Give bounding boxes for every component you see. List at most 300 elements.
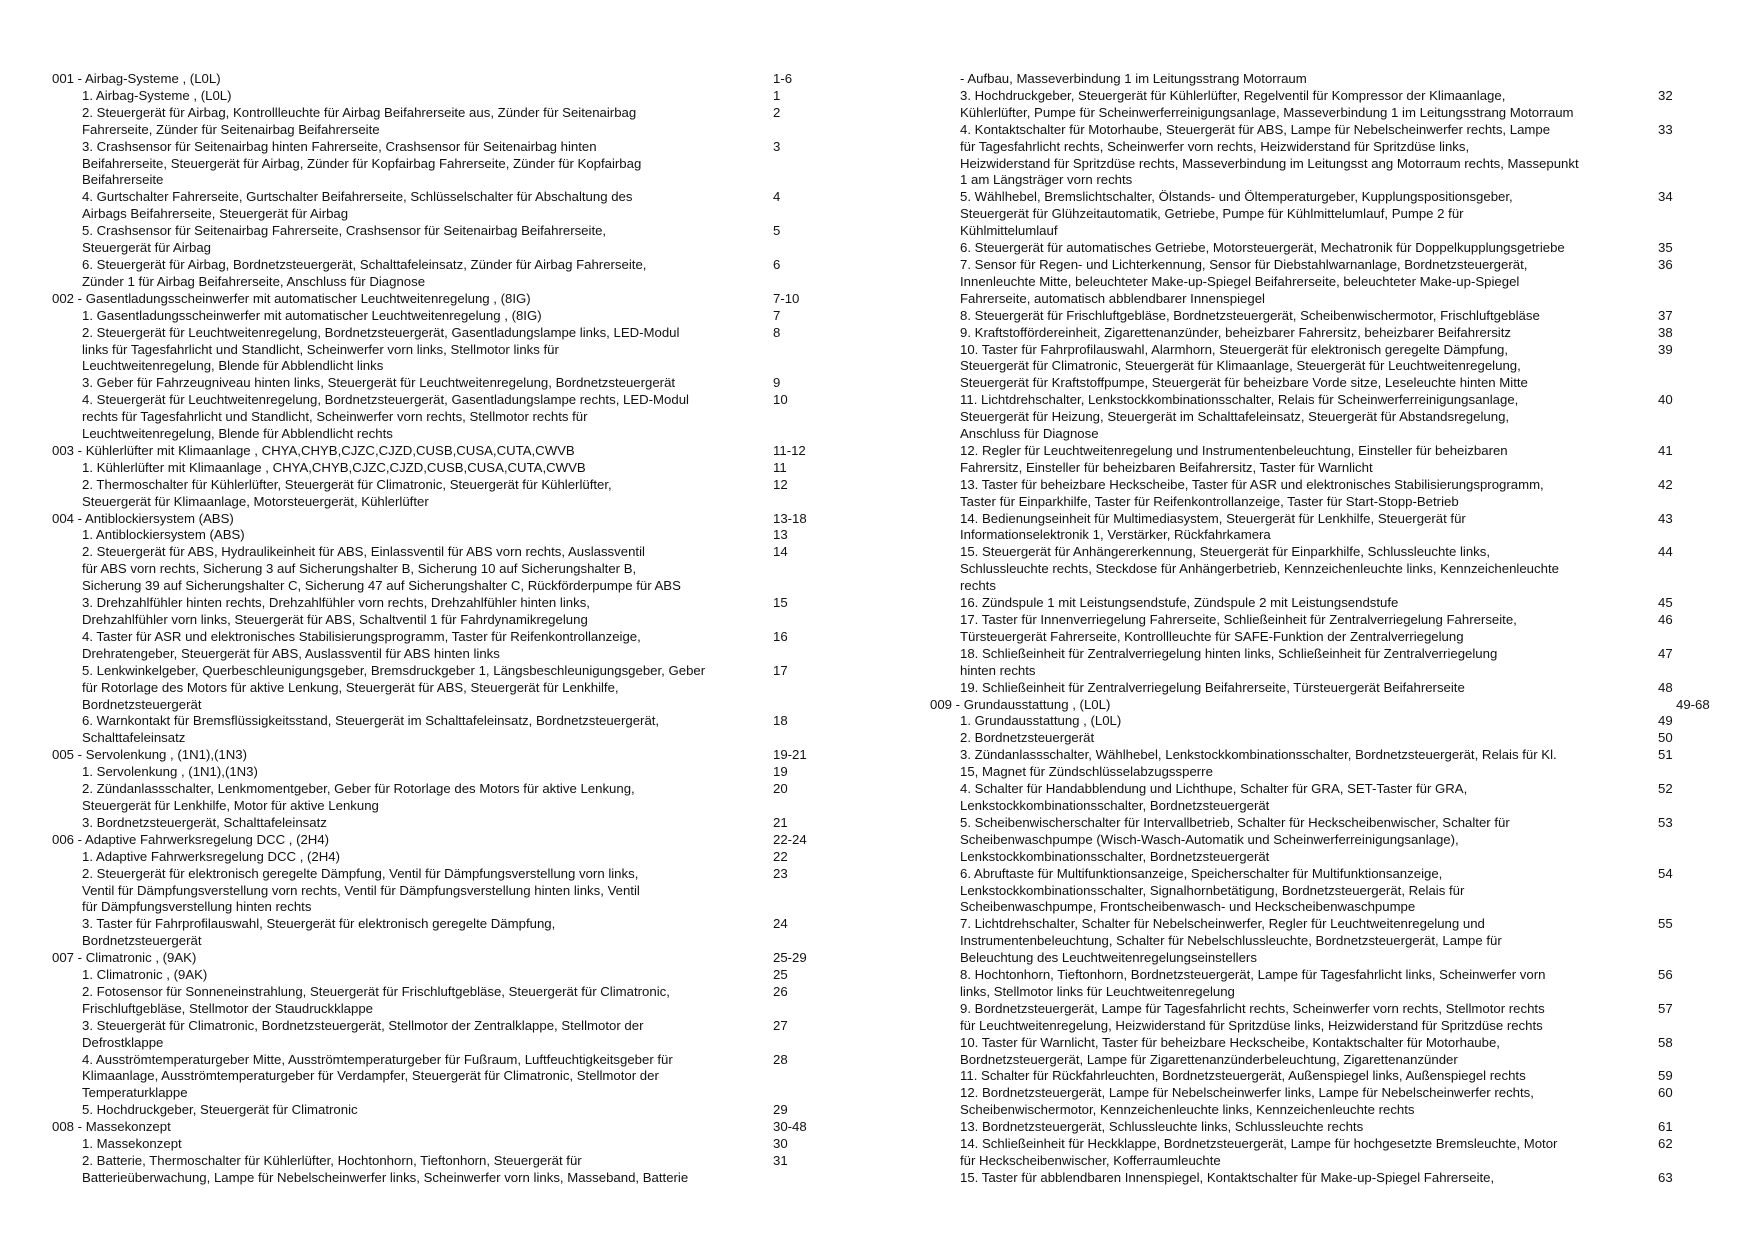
- toc-entry: [52, 849, 812, 866]
- toc-entry-line: 2. Zündanlassschalter, Lenkmomentgeber, Geber für Rotorlage des Motors für aktive Lenkung,: [82, 781, 635, 797]
- toc-page-number: 55: [1658, 916, 1673, 932]
- toc-page-number: 38: [1658, 324, 1673, 340]
- toc-section-heading: [52, 950, 812, 967]
- toc-entry-line: Steuergerät für Climatronic, Steuergerät für Klimaanlage, Steuergerät für Leuchtweitenregelung,: [960, 358, 1521, 374]
- toc-entry-text: [930, 595, 1690, 612]
- toc-page-number: 33: [1658, 121, 1673, 137]
- toc-entry-text: [52, 1153, 812, 1187]
- toc-entry-line: Steuergerät für Glühzeitautomatik, Getriebe, Pumpe für Kühlmittelumlauf, Pumpe 2 für: [960, 206, 1464, 222]
- toc-entry-line: Beifahrerseite, Steuergerät für Airbag, Zünder für Kopfairbag Fahrerseite, Zünder für Kopfairbag: [82, 155, 642, 171]
- toc-entry-line: 9. Bordnetzsteuergerät, Lampe für Tagesfahrlicht rechts, Scheinwerfer vorn rechts, Stellmotor rechts: [960, 1000, 1545, 1016]
- toc-entry-line: Scheibenwaschpumpe (Wisch-Wasch-Automatik und Scheinwerferreinigungsanlage),: [960, 831, 1459, 847]
- toc-entry-line: 4. Taster für ASR und elektronisches Stabilisierungsprogramm, Taster für Reifenkontrollanzeige,: [82, 628, 641, 644]
- toc-section-heading: [52, 747, 812, 764]
- toc-entry-text: [930, 1170, 1690, 1187]
- toc-entry-line: 008 - Massekonzept: [52, 1119, 171, 1135]
- toc-entry-line: Zünder 1 für Airbag Beifahrerseite, Anschluss für Diagnose: [82, 273, 426, 289]
- toc-entry: [52, 1052, 812, 1103]
- toc-page-number: 46: [1658, 612, 1673, 627]
- toc-entry: [52, 544, 812, 595]
- toc-page-number: 23: [773, 865, 788, 881]
- toc-page-number: 26: [773, 983, 788, 999]
- toc-entry-line: rechts: [960, 578, 996, 594]
- toc-entry-line: Lenkstockkombinationsschalter, Signalhornbetätigung, Bordnetzsteuergerät, Relais für: [960, 882, 1465, 898]
- toc-entry-text: [52, 916, 812, 950]
- toc-entry-line: Defrostklappe: [82, 1034, 164, 1050]
- toc-entry-line: 11. Schalter für Rückfahrleuchten, Bordnetzsteuergerät, Außenspiegel links, Außenspiegel rechts: [960, 1068, 1526, 1084]
- toc-entry-text: [52, 291, 812, 308]
- toc-entry-line: 1. Kühlerlüfter mit Klimaanlage , CHYA,CHYB,CJZC,CJZD,CUSB,CUSA,CUTA,CWVB: [82, 459, 586, 475]
- toc-entry-line: 17. Taster für Innenverriegelung Fahrerseite, Schließeinheit für Zentralverriegelung Fahrerseite,: [960, 612, 1517, 627]
- toc-entry-line: 12. Regler für Leuchtweitenregelung und Instrumentenbeleuchtung, Einsteller für beheizbaren: [960, 442, 1508, 458]
- toc-entry-text: [52, 511, 812, 528]
- toc-entry-text: [52, 223, 812, 257]
- toc-page-number: 29: [773, 1102, 788, 1118]
- toc-entry: [52, 713, 812, 747]
- toc-section-heading: [52, 71, 812, 88]
- toc-entry-line: Bordnetzsteuergerät, Lampe für Zigarettenanzünderbeleuchtung, Zigarettenanzünder: [960, 1051, 1458, 1067]
- toc-entry-text: [52, 1119, 812, 1136]
- toc-page-number: 59: [1658, 1068, 1673, 1084]
- toc-entry-line: Kühlerlüfter, Pumpe für Scheinwerferreinigungsanlage, Masseverbindung 1 im Leitungsstrang Motorraum: [960, 104, 1574, 120]
- toc-entry-text: [52, 139, 812, 190]
- toc-entry-text: [930, 646, 1690, 680]
- toc-section-heading: [52, 443, 812, 460]
- toc-entry-line: Steuergerät für Airbag: [82, 240, 212, 256]
- toc-page-number: 57: [1658, 1000, 1673, 1016]
- toc-entry-line: Leuchtweitenregelung, Blende für Abblendlicht links: [82, 358, 384, 374]
- toc-entry-line: Sicherung 39 auf Sicherungshalter C, Sicherung 47 auf Sicherungshalter C, Rückförderpumpe für ABS: [82, 578, 681, 594]
- toc-entry-line: 12. Bordnetzsteuergerät, Lampe für Nebelscheinwerfer links, Lampe für Nebelscheinwerfer rechts,: [960, 1085, 1534, 1101]
- toc-page-number: 36: [1658, 256, 1673, 272]
- toc-entry-line: Informationselektronik 1, Verstärker, Rückfahrkamera: [960, 527, 1271, 543]
- toc-page-number: 37: [1658, 307, 1673, 323]
- toc-entry-text: [52, 815, 812, 832]
- toc-entry-line: 003 - Kühlerlüfter mit Klimaanlage , CHYA,CHYB,CJZC,CJZD,CUSB,CUSA,CUTA,CWVB: [52, 442, 575, 458]
- toc-entry-text: [52, 189, 812, 223]
- toc-entry: [930, 595, 1690, 612]
- toc-entry-line: 3. Hochdruckgeber, Steuergerät für Kühlerlüfter, Regelventil für Kompressor der Klimaanlage,: [960, 87, 1506, 103]
- toc-entry-text: [52, 477, 812, 511]
- toc-page-number: 30-48: [773, 1119, 807, 1135]
- toc-entry-line: Leuchtweitenregelung, Blende für Abblendlicht rechts: [82, 426, 393, 442]
- toc-entry-text: [930, 511, 1690, 545]
- toc-entry-line: 2. Fotosensor für Sonneneinstrahlung, Steuergerät für Frischluftgebläse, Steuergerät für Climatronic,: [82, 983, 670, 999]
- toc-entry: [930, 1170, 1690, 1187]
- toc-page-number: 18: [773, 713, 788, 729]
- toc-entry-line: 4. Ausströmtemperaturgeber Mitte, Ausströmtemperaturgeber für Fußraum, Luftfeuchtigkeitsgeber für: [82, 1051, 673, 1067]
- toc-entry-line: Taster für Einparkhilfe, Taster für Reifenkontrollanzeige, Taster für Start-Stopp-Betrieb: [960, 493, 1459, 509]
- toc-page-number: 32: [1658, 87, 1673, 103]
- toc-page-number: 49-68: [1676, 696, 1710, 712]
- toc-page-number: 11-12: [773, 442, 806, 458]
- toc-entry-line: Fahrerseite, Zünder für Seitenairbag Beifahrerseite: [82, 121, 380, 137]
- toc-entry-line: 3. Crashsensor für Seitenairbag hinten Fahrerseite, Crashsensor für Seitenairbag hinten: [82, 138, 597, 154]
- toc-entry-line: 3. Drehzahlfühler hinten rechts, Drehzahlfühler vorn rechts, Drehzahlfühler hinten links,: [82, 595, 590, 611]
- toc-page-number: 48: [1658, 679, 1673, 695]
- toc-entry-line: 1. Antiblockiersystem (ABS): [82, 527, 245, 543]
- toc-section-heading: [930, 696, 1710, 714]
- toc-page-number: 9: [773, 375, 781, 391]
- toc-entry-line: 3. Steuergerät für Climatronic, Bordnetzsteuergerät, Stellmotor der Zentralklappe, Stellmotor der: [82, 1017, 644, 1033]
- toc-page-number: 1: [773, 87, 781, 103]
- toc-page-number: 12: [773, 476, 788, 492]
- toc-entry-line: Frischluftgebläse, Stellmotor der Staudruckklappe: [82, 1000, 374, 1016]
- toc-entry: [52, 595, 812, 629]
- toc-entry-text: [52, 375, 812, 392]
- toc-entry-text: [52, 392, 812, 443]
- toc-entry-line: 7. Sensor für Regen- und Lichterkennung, Sensor für Diebstahlwarnanlage, Bordnetzsteuergerät,: [960, 256, 1528, 272]
- toc-entry-text: [930, 325, 1690, 342]
- toc-page-number: 20: [773, 781, 788, 797]
- toc-entry-line: 7. Lichtdrehschalter, Schalter für Nebelscheinwerfer, Regler für Leuchtweitenregelung und: [960, 916, 1485, 932]
- toc-entry-text: [930, 713, 1690, 730]
- toc-entry-text: [930, 1119, 1690, 1136]
- toc-entry-line: 14. Bedienungseinheit für Multimediasystem, Steuergerät für Lenkhilfe, Steuergerät für: [960, 510, 1466, 526]
- toc-entry-text: [930, 697, 1690, 714]
- toc-entry-line: 2. Steuergerät für elektronisch geregelte Dämpfung, Ventil für Dämpfungsverstellung vorn links,: [82, 865, 639, 881]
- toc-entry: [52, 375, 812, 392]
- toc-entry-line: Steuergerät für Lenkhilfe, Motor für aktive Lenkung: [82, 797, 379, 813]
- toc-entry-line: Heizwiderstand für Spritzdüse rechts, Masseverbindung im Leitungsst ang Motorraum rechts, Massepunkt: [960, 155, 1579, 171]
- toc-entry-text: [930, 916, 1690, 967]
- toc-page-number: 39: [1658, 341, 1673, 357]
- toc-entry-text: [930, 967, 1690, 1001]
- toc-entry-line: Ventil für Dämpfungsverstellung vorn rechts, Ventil für Dämpfungsverstellung hinten links, Ventil: [82, 882, 640, 898]
- toc-entry: [52, 629, 812, 663]
- toc-page-number: 53: [1658, 814, 1673, 830]
- toc-page-number: 19: [773, 764, 788, 780]
- toc-entry: [930, 713, 1690, 730]
- toc-entry: [930, 88, 1690, 122]
- toc-entry-line: für ABS vorn rechts, Sicherung 3 auf Sicherungshalter B, Sicherung 10 auf Sicherungshalter B,: [82, 561, 637, 577]
- toc-entry-line: Temperaturklappe: [82, 1085, 188, 1101]
- toc-entry-line: 13. Bordnetzsteuergerät, Schlussleuchte links, Schlussleuchte rechts: [960, 1119, 1364, 1135]
- toc-entry-text: [52, 105, 812, 139]
- toc-entry-line: 15, Magnet für Zündschlüsselabzugssperre: [960, 764, 1213, 780]
- toc-entry-text: [930, 88, 1690, 122]
- toc-entry-line: 1 am Längsträger vorn rechts: [960, 172, 1133, 188]
- toc-entry-line: Beifahrerseite: [82, 172, 164, 188]
- toc-section-heading: [52, 511, 812, 528]
- toc-entry: [930, 815, 1690, 866]
- toc-entry-text: [52, 595, 812, 629]
- toc-entry-text: [52, 747, 812, 764]
- toc-page-number: 44: [1658, 544, 1673, 560]
- toc-entry-line: Fahrersitz, Einsteller für beheizbaren Beifahrersitz, Taster für Warnlicht: [960, 459, 1373, 475]
- toc-section-heading: [52, 1119, 812, 1136]
- toc-entry-line: Steuergerät für Klimaanlage, Motorsteuergerät, Kühlerlüfter: [82, 493, 429, 509]
- toc-entry: [52, 223, 812, 257]
- toc-entry-line: 007 - Climatronic , (9AK): [52, 950, 197, 966]
- toc-entry-line: für Dämpfungsverstellung hinten rechts: [82, 899, 312, 915]
- toc-entry: [52, 460, 812, 477]
- toc-entry: [930, 443, 1690, 477]
- toc-page-number: 43: [1658, 510, 1673, 526]
- toc-page-number: 17: [773, 662, 788, 678]
- toc-entry: [52, 105, 812, 139]
- toc-entry: [52, 189, 812, 223]
- toc-entry-line: 5. Wählhebel, Bremslichtschalter, Ölstands- und Öltemperaturgeber, Kupplungspositionsgeber,: [960, 189, 1513, 205]
- toc-entry: [930, 1119, 1690, 1136]
- toc-entry-text: [52, 832, 812, 849]
- toc-entry-line: 4. Gurtschalter Fahrerseite, Gurtschalter Beifahrerseite, Schlüsselschalter für Abschaltung des: [82, 189, 633, 205]
- toc-entry-line: Drehratengeber, Steuergerät für ABS, Auslassventil für ABS hinten links: [82, 645, 500, 661]
- toc-entry-line: - Aufbau, Masseverbindung 1 im Leitungsstrang Motorraum: [960, 71, 1307, 86]
- toc-page-number: 31: [773, 1153, 788, 1168]
- toc-entry-line: 2. Bordnetzsteuergerät: [960, 730, 1095, 746]
- toc-page-number: 52: [1658, 781, 1673, 797]
- toc-entry: [930, 544, 1690, 595]
- toc-page-number: 11: [773, 459, 787, 475]
- toc-entry: [930, 1068, 1690, 1085]
- toc-entry-text: [930, 680, 1690, 697]
- toc-entry: [930, 1035, 1690, 1069]
- toc-entry-text: [52, 527, 812, 544]
- toc-entry-line: 3. Bordnetzsteuergerät, Schalttafeleinsatz: [82, 814, 327, 830]
- toc-page-number: 62: [1658, 1136, 1673, 1152]
- toc-entry-text: [52, 764, 812, 781]
- toc-entry-line: 2. Batterie, Thermoschalter für Kühlerlüfter, Hochtonhorn, Tieftonhorn, Steuergerät für: [82, 1153, 582, 1168]
- toc-column-right: [930, 71, 1710, 1187]
- toc-entry-text: [52, 308, 812, 325]
- toc-entry-line: Scheibenwischermotor, Kennzeichenleuchte links, Kennzeichenleuchte rechts: [960, 1102, 1415, 1118]
- toc-entry-text: [930, 257, 1690, 308]
- toc-entry-line: Bordnetzsteuergerät: [82, 696, 202, 712]
- toc-entry: [52, 916, 812, 950]
- toc-section-heading: [52, 832, 812, 849]
- toc-entry: [52, 967, 812, 984]
- toc-entry-line: links, Stellmotor links für Leuchtweitenregelung: [960, 983, 1235, 999]
- toc-entry: [52, 308, 812, 325]
- toc-entry-text: [52, 629, 812, 663]
- toc-entry-line: Drehzahlfühler vorn links, Steuergerät für ABS, Schaltventil 1 für Fahrdynamikregelung: [82, 612, 588, 627]
- toc-page-number: 25-29: [773, 950, 807, 966]
- toc-page-number: 6: [773, 256, 781, 272]
- toc-entry-line: 18. Schließeinheit für Zentralverriegelung hinten links, Schließeinheit für Zentralverriegelung: [960, 645, 1498, 661]
- toc-page-number: 30: [773, 1136, 788, 1152]
- toc-entry-line: 11. Lichtdrehschalter, Lenkstockkombinationsschalter, Relais für Scheinwerferreinigungsanlage,: [960, 392, 1519, 408]
- toc-entry-line: 1. Grundausstattung , (L0L): [960, 713, 1122, 729]
- toc-page-number: 22-24: [773, 831, 807, 847]
- toc-entry-text: [930, 1035, 1690, 1069]
- toc-entry: [930, 511, 1690, 545]
- toc-entry-text: [930, 1001, 1690, 1035]
- toc-page-number: 19-21: [773, 747, 807, 763]
- toc-page-number: 56: [1658, 967, 1673, 983]
- toc-entry-line: 6. Warnkontakt für Bremsflüssigkeitsstand, Steuergerät im Schalttafeleinsatz, Bordnetzsteuergerät,: [82, 713, 660, 729]
- toc-entry-text: [930, 240, 1690, 257]
- toc-entry: [930, 916, 1690, 967]
- toc-entry-text: [930, 189, 1690, 240]
- toc-entry: [52, 139, 812, 190]
- toc-entry-line: 8. Steuergerät für Frischluftgebläse, Bordnetzsteuergerät, Scheibenwischermotor, Frischluftgebläse: [960, 307, 1540, 323]
- toc-section-heading: [52, 291, 812, 308]
- toc-entry-line: 1. Gasentladungsscheinwerfer mit automatischer Leuchtweitenregelung , (8IG): [82, 307, 542, 323]
- toc-entry-text: [52, 71, 812, 88]
- toc-entry-text: [52, 1102, 812, 1119]
- toc-entry-text: [930, 308, 1690, 325]
- toc-entry: [52, 257, 812, 291]
- toc-entry-line: hinten rechts: [960, 662, 1036, 678]
- toc-entry-line: 16. Zündspule 1 mit Leistungsendstufe, Zündspule 2 mit Leistungsendstufe: [960, 595, 1399, 611]
- toc-entry: [930, 747, 1690, 781]
- toc-entry-line: Fahrerseite, automatisch abblendbarer Innenspiegel: [960, 290, 1265, 306]
- toc-page-number: 10: [773, 392, 788, 408]
- toc-entry-text: [930, 122, 1690, 190]
- toc-page-number: 27: [773, 1017, 788, 1033]
- toc-entry-line: für Rotorlage des Motors für aktive Lenkung, Steuergerät für ABS, Steuergerät für Lenkhilfe,: [82, 679, 619, 695]
- toc-entry-text: [930, 342, 1690, 393]
- toc-entry-line: 1. Massekonzept: [82, 1136, 182, 1152]
- toc-entry-line: 004 - Antiblockiersystem (ABS): [52, 510, 234, 526]
- toc-entry: [930, 189, 1690, 240]
- toc-entry: [930, 1085, 1690, 1119]
- toc-page-number: 7-10: [773, 290, 800, 306]
- toc-entry-line: Türsteuergerät Fahrerseite, Kontrollleuchte für SAFE-Funktion der Zentralverriegelung: [960, 628, 1464, 644]
- toc-entry-line: 3. Geber für Fahrzeugniveau hinten links, Steuergerät für Leuchtweitenregelung, Bordnetzsteuergerät: [82, 375, 676, 391]
- toc-entry-line: 2. Steuergerät für Leuchtweitenregelung, Bordnetzsteuergerät, Gasentladungslampe links, LED-Modul: [82, 324, 680, 340]
- toc-entry-line: Lenkstockkombinationsschalter, Bordnetzsteuergerät: [960, 797, 1270, 813]
- toc-entry-text: [930, 730, 1690, 747]
- toc-page-number: 24: [773, 916, 788, 932]
- toc-entry: [52, 477, 812, 511]
- toc-entry: [930, 122, 1690, 190]
- toc-entry-text: [52, 663, 812, 714]
- toc-entry-line: rechts für Tagesfahrlicht und Standlicht, Scheinwerfer vorn rechts, Stellmotor rechts für: [82, 409, 588, 425]
- toc-page-number: 3: [773, 138, 781, 154]
- toc-page-number: 58: [1658, 1034, 1673, 1050]
- toc-entry: [52, 1136, 812, 1153]
- toc-page-number: 7: [773, 307, 781, 323]
- toc-column-left: [52, 71, 812, 1187]
- toc-entry-line: 2. Steuergerät für Airbag, Kontrollleuchte für Airbag Beifahrerseite aus, Zünder für Seitenairbag: [82, 104, 637, 120]
- toc-page-number: 54: [1658, 865, 1673, 881]
- toc-entry-line: 1. Adaptive Fahrwerksregelung DCC , (2H4): [82, 848, 340, 864]
- toc-entry-line: Anschluss für Diagnose: [960, 426, 1099, 442]
- toc-entry-line: links für Tagesfahrlicht und Standlicht, Scheinwerfer vorn links, Stellmotor links für: [82, 341, 559, 357]
- toc-entry-line: 6. Steuergerät für automatisches Getriebe, Motorsteuergerät, Mechatronik für Doppelkupplungsgetriebe: [960, 240, 1565, 256]
- toc-entry-text: [52, 781, 812, 815]
- toc-page-number: 41: [1658, 442, 1673, 458]
- toc-entry-line: für Tagesfahrlicht rechts, Scheinwerfer vorn rechts, Heizwiderstand für Spritzdüse links,: [960, 138, 1470, 154]
- toc-entry: [930, 257, 1690, 308]
- toc-entry-line: 14. Schließeinheit für Heckklappe, Bordnetzsteuergerät, Lampe für hochgesetzte Bremsleuchte, Motor: [960, 1136, 1558, 1152]
- toc-entry-line: 4. Schalter für Handabblendung und Lichthupe, Schalter für GRA, SET-Taster für GRA,: [960, 781, 1468, 797]
- toc-entry-line: 5. Crashsensor für Seitenairbag Fahrerseite, Crashsensor für Seitenairbag Beifahrerseite,: [82, 223, 607, 239]
- toc-entry-line: Lenkstockkombinationsschalter, Bordnetzsteuergerät: [960, 848, 1270, 864]
- toc-entry-line: 3. Taster für Fahrprofilauswahl, Steuergerät für elektronisch geregelte Dämpfung,: [82, 916, 556, 932]
- toc-page-number: 34: [1658, 189, 1673, 205]
- toc-entry-line: 1. Airbag-Systeme , (L0L): [82, 87, 232, 103]
- toc-entry-text: [930, 392, 1690, 443]
- toc-page-number: 1-6: [773, 71, 793, 86]
- toc-entry-text: [930, 443, 1690, 477]
- toc-entry-text: [52, 866, 812, 917]
- toc-entry-line: 001 - Airbag-Systeme , (L0L): [52, 71, 221, 86]
- toc-entry-line: für Leuchtweitenregelung, Heizwiderstand für Spritzdüse links, Heizwiderstand für Spritzdüse rechts: [960, 1017, 1543, 1033]
- toc-entry-text: [930, 1085, 1690, 1119]
- toc-entry: [930, 612, 1690, 646]
- toc-entry-line: 10. Taster für Fahrprofilauswahl, Alarmhorn, Steuergerät für elektronisch geregelte Dämpfung,: [960, 341, 1509, 357]
- toc-entry-line: 005 - Servolenkung , (1N1),(1N3): [52, 747, 247, 763]
- toc-page-number: 8: [773, 324, 781, 340]
- toc-entry-text: [930, 866, 1690, 917]
- toc-entry: [930, 680, 1690, 697]
- toc-entry-line: 2. Thermoschalter für Kühlerlüfter, Steuergerät für Climatronic, Steuergerät für Kühlerlüfter,: [82, 476, 612, 492]
- toc-page-number: 4: [773, 189, 781, 205]
- toc-entry: [52, 325, 812, 376]
- toc-entry: [930, 1136, 1690, 1170]
- toc-page-number: 60: [1658, 1085, 1673, 1101]
- toc-entry-line: 1. Servolenkung , (1N1),(1N3): [82, 764, 258, 780]
- toc-entry: [52, 527, 812, 544]
- toc-entry-line: 5. Scheibenwischerschalter für Intervallbetrieb, Schalter für Heckscheibenwischer, Schalter für: [960, 814, 1510, 830]
- toc-page-number: 22: [773, 848, 788, 864]
- toc-entry-text: [930, 815, 1690, 866]
- toc-page-number: 50: [1658, 730, 1673, 746]
- toc-entry-text: [930, 544, 1690, 595]
- toc-entry-line: 009 - Grundausstattung , (L0L): [930, 696, 1111, 712]
- toc-entry-line: 4. Kontaktschalter für Motorhaube, Steuergerät für ABS, Lampe für Nebelscheinwerfer rechts, Lampe: [960, 121, 1551, 137]
- toc-entry: [52, 392, 812, 443]
- toc-entry-text: [930, 612, 1690, 646]
- toc-entry-line: für Heckscheibenwischer, Kofferraumleuchte: [960, 1153, 1221, 1168]
- toc-entry-line: Steuergerät für Kraftstoffpumpe, Steuergerät für beheizbare Vorde sitze, Leseleuchte hinten Mitte: [960, 375, 1528, 391]
- toc-page-number: 61: [1658, 1119, 1673, 1135]
- toc-entry-text: [930, 477, 1690, 511]
- toc-page-number: 16: [773, 628, 788, 644]
- toc-page-number: 28: [773, 1051, 788, 1067]
- toc-entry-text: [930, 1068, 1690, 1085]
- toc-entry-line: Airbags Beifahrerseite, Steuergerät für Airbag: [82, 206, 349, 222]
- toc-entry: [52, 815, 812, 832]
- toc-entry-text: [52, 1018, 812, 1052]
- toc-entry-line: 4. Steuergerät für Leuchtweitenregelung, Bordnetzsteuergerät, Gasentladungslampe rechts, LED-Modul: [82, 392, 689, 408]
- toc-page-number: 63: [1658, 1169, 1673, 1185]
- toc-entry-line: 6. Abruftaste für Multifunktionsanzeige, Speicherschalter für Multifunktionsanzeige,: [960, 865, 1443, 881]
- toc-entry-line: 5. Hochdruckgeber, Steuergerät für Climatronic: [82, 1102, 358, 1118]
- toc-entry-line: 15. Taster für abblendbaren Innenspiegel, Kontaktschalter für Make-up-Spiegel Fahrerseite,: [960, 1169, 1495, 1185]
- toc-entry-text: [52, 88, 812, 105]
- toc-entry: [930, 477, 1690, 511]
- toc-entry-text: [52, 443, 812, 460]
- toc-page-number: 40: [1658, 392, 1673, 408]
- toc-entry-text: [930, 747, 1690, 781]
- toc-entry: [930, 342, 1690, 393]
- toc-entry-line: 6. Steuergerät für Airbag, Bordnetzsteuergerät, Schalttafeleinsatz, Zünder für Airbag Fahrerseite,: [82, 256, 647, 272]
- toc-entry: [930, 240, 1690, 257]
- toc-entry: [930, 325, 1690, 342]
- toc-entry-text: [930, 1136, 1690, 1170]
- toc-entry-text: [52, 257, 812, 291]
- toc-entry-line: 19. Schließeinheit für Zentralverriegelung Beifahrerseite, Türsteuergerät Beifahrerseite: [960, 679, 1465, 695]
- toc-entry: [930, 1001, 1690, 1035]
- toc-entry-line: Beleuchtung des Leuchtweitenregelungseinstellers: [960, 950, 1257, 966]
- toc-entry-line: Batterieüberwachung, Lampe für Nebelscheinwerfer links, Scheinwerfer vorn links, Masseband, Batterie: [82, 1169, 689, 1185]
- toc-entry-line: 10. Taster für Warnlicht, Taster für beheizbare Heckscheibe, Kontaktschalter für Motorhaube,: [960, 1034, 1500, 1050]
- toc-entry-text: [52, 325, 812, 376]
- toc-page-number: 47: [1658, 645, 1673, 661]
- toc-entry-text: [52, 1136, 812, 1153]
- toc-entry-text: [52, 713, 812, 747]
- toc-entry-line: Schalttafeleinsatz: [82, 730, 186, 746]
- toc-entry-text: [930, 71, 1690, 88]
- toc-page-number: 15: [773, 595, 788, 611]
- toc-page-number: 49: [1658, 713, 1673, 729]
- toc-entry-line: Kühlmittelumlauf: [960, 223, 1058, 239]
- toc-entry: [930, 646, 1690, 680]
